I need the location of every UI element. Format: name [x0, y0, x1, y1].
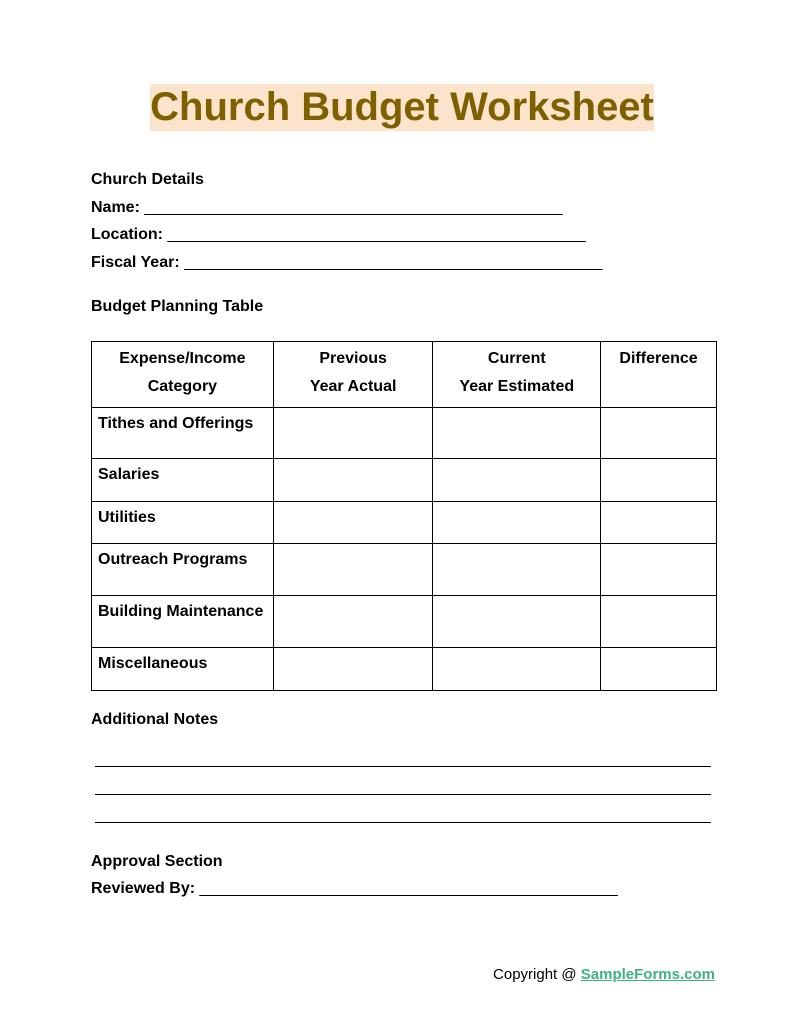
fiscal-year-blank[interactable]: _______________________________________________ — [184, 254, 603, 271]
previous-cell[interactable] — [273, 459, 433, 502]
name-blank[interactable]: _______________________________________________ — [144, 199, 563, 216]
current-cell[interactable] — [433, 459, 601, 502]
current-cell[interactable] — [433, 596, 601, 648]
category-cell: Building Maintenance — [92, 596, 274, 648]
reviewed-by-field[interactable] — [91, 879, 618, 899]
table-row — [92, 648, 717, 691]
category-cell: Salaries — [92, 459, 274, 502]
category-cell: Miscellaneous — [92, 648, 274, 691]
difference-cell[interactable] — [601, 459, 717, 502]
church-details-heading: Church Details — [91, 171, 204, 188]
copyright-footer — [493, 965, 715, 985]
previous-cell[interactable] — [273, 408, 433, 459]
current-cell[interactable] — [433, 648, 601, 691]
previous-cell[interactable] — [273, 648, 433, 691]
title-container — [0, 84, 804, 131]
difference-cell[interactable] — [601, 544, 717, 596]
difference-cell[interactable] — [601, 648, 717, 691]
reviewed-by-blank[interactable]: _______________________________________________ — [199, 880, 618, 897]
fiscal-year-label: Fiscal Year: — [91, 254, 180, 271]
budget-table-heading: Budget Planning Table — [91, 298, 264, 315]
additional-notes-heading: Additional Notes — [91, 711, 219, 728]
table-row — [92, 544, 717, 596]
sampleforms-link[interactable]: SampleForms.com — [580, 966, 715, 983]
column-header-line: Current — [487, 350, 546, 367]
table-row — [92, 459, 717, 502]
category-cell: Tithes and Offerings — [92, 408, 274, 459]
current-cell[interactable] — [433, 408, 601, 459]
location-label: Location: — [91, 226, 163, 243]
previous-cell[interactable] — [273, 596, 433, 648]
column-header-category — [92, 342, 274, 408]
table-row — [92, 408, 717, 459]
previous-cell[interactable] — [273, 502, 433, 544]
budget-planning-table — [91, 341, 717, 691]
notes-line[interactable] — [95, 766, 711, 767]
name-label: Name: — [91, 199, 140, 216]
reviewed-by-label: Reviewed By: — [91, 880, 196, 897]
column-header-line: Previous — [319, 350, 387, 367]
difference-cell[interactable] — [601, 596, 717, 648]
table-row — [92, 502, 717, 544]
location-field[interactable] — [91, 225, 586, 245]
previous-cell[interactable] — [273, 544, 433, 596]
column-header-line: Difference — [619, 350, 698, 367]
difference-cell[interactable] — [601, 408, 717, 459]
location-blank[interactable]: _______________________________________________ — [167, 226, 586, 243]
column-header-line: Year Actual — [309, 378, 397, 395]
page-title: Church Budget Worksheet — [150, 85, 654, 129]
approval-section-heading: Approval Section — [91, 853, 223, 870]
name-field[interactable] — [91, 198, 563, 218]
column-header-difference — [601, 342, 717, 408]
copyright-text: Copyright @ — [493, 966, 581, 983]
column-header-current — [433, 342, 601, 408]
notes-line[interactable] — [95, 822, 711, 823]
notes-line[interactable] — [95, 794, 711, 795]
category-cell: Utilities — [92, 502, 274, 544]
column-header-line: Category — [147, 378, 218, 395]
difference-cell[interactable] — [601, 502, 717, 544]
current-cell[interactable] — [433, 502, 601, 544]
category-cell: Outreach Programs — [92, 544, 274, 596]
table-row — [92, 596, 717, 648]
column-header-line: Expense/Income — [119, 350, 246, 367]
fiscal-year-field[interactable] — [91, 253, 602, 273]
current-cell[interactable] — [433, 544, 601, 596]
table-header-row — [92, 342, 717, 408]
column-header-line: Year Estimated — [459, 378, 575, 395]
column-header-previous — [273, 342, 433, 408]
